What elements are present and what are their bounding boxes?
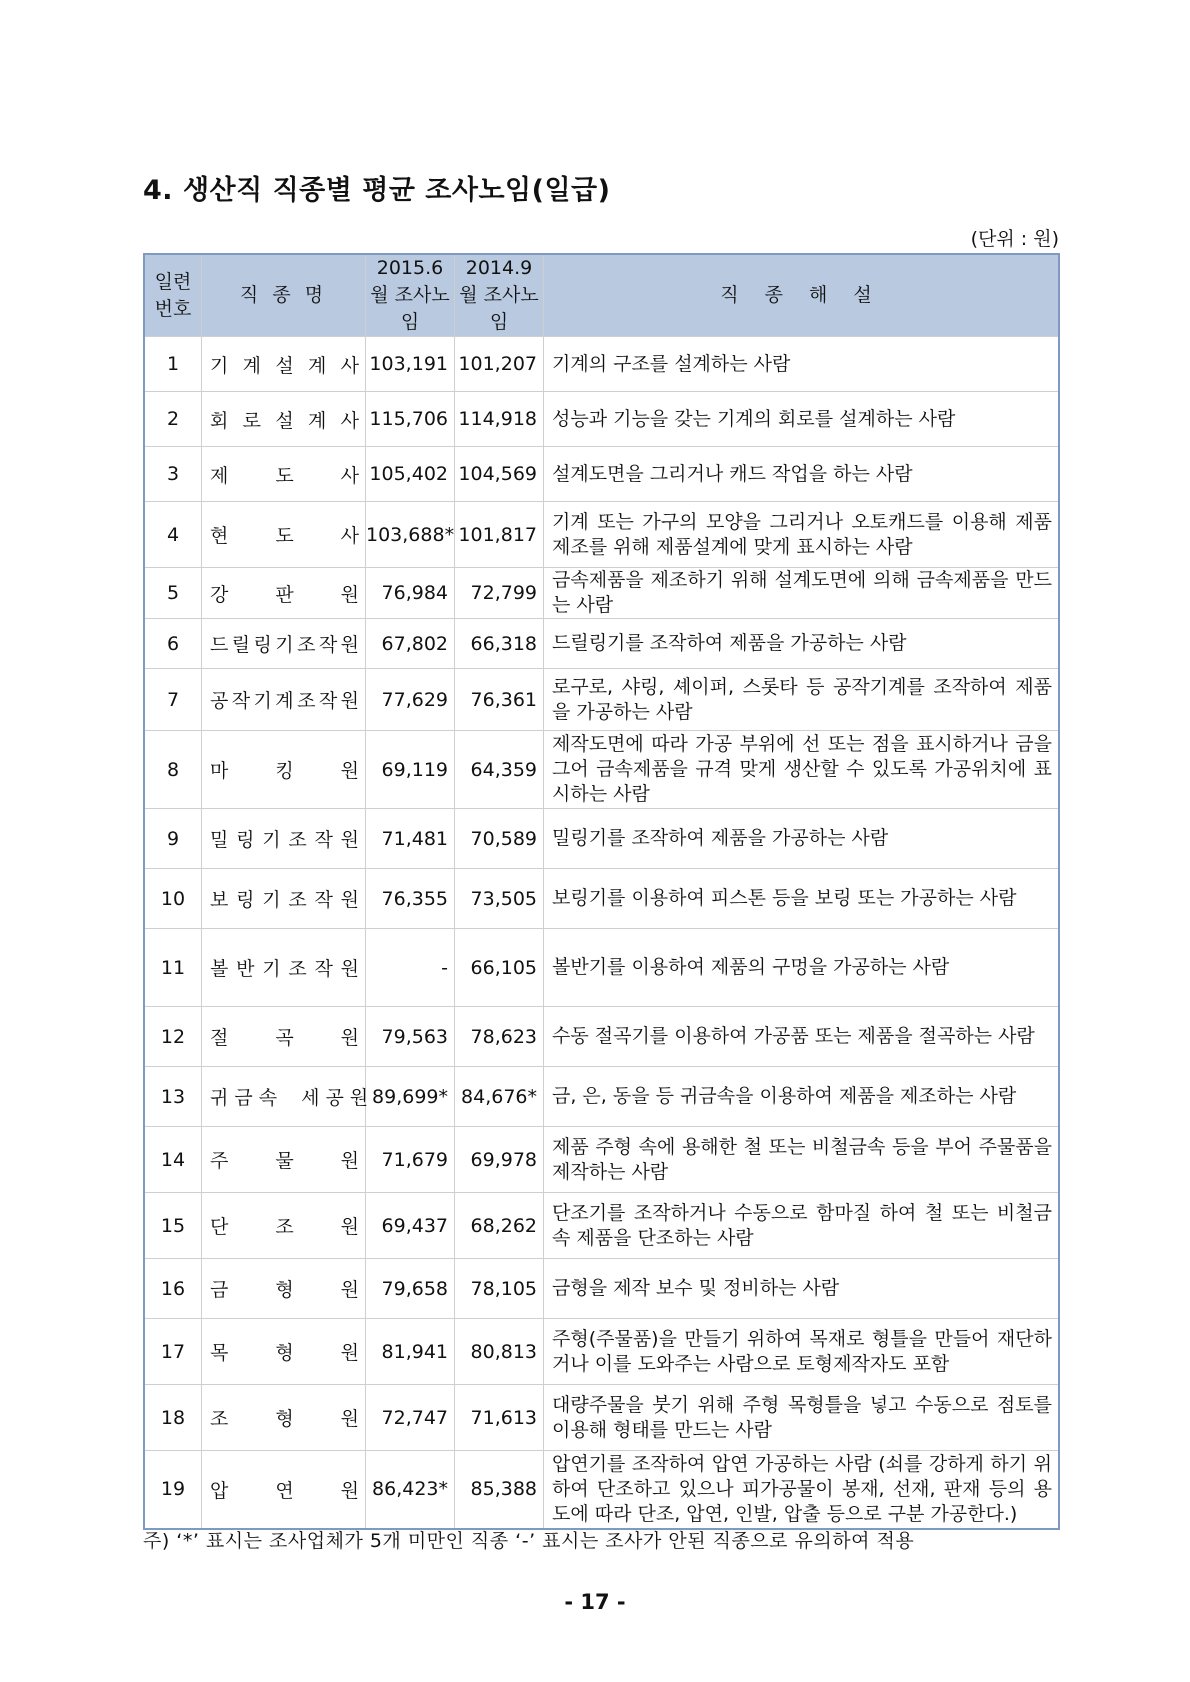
row-no: 1	[144, 337, 202, 392]
row-wage-2015: -	[366, 929, 455, 1007]
row-wage-2014: 80,813	[455, 1319, 544, 1385]
row-description: 볼반기를 이용하여 제품의 구멍을 가공하는 사람	[544, 929, 1060, 1007]
table-row	[144, 809, 1059, 869]
table-row	[144, 1127, 1059, 1193]
unit-label: (단위 : 원)	[970, 228, 1059, 250]
table-row	[144, 1451, 1059, 1529]
job-name-char: 원	[340, 1279, 359, 1301]
job-name-char: 마	[210, 760, 229, 782]
row-description: 설계도면을 그리거나 캐드 작업을 하는 사람	[544, 447, 1060, 502]
job-name-char: 원	[340, 583, 359, 606]
header-name	[202, 254, 366, 337]
row-description: 단조기를 조작하거나 수동으로 함마질 하여 철 또는 비철금속 제품을 단조하는 사람	[544, 1193, 1060, 1259]
job-name-char: 반	[236, 958, 255, 980]
wage-table	[143, 253, 1060, 1530]
job-name-char: 기	[275, 634, 294, 656]
job-name-char: 작	[314, 958, 333, 980]
header-2014-label: 2014.9월 조사노임	[459, 257, 539, 333]
row-description: 금형을 제작 보수 및 정비하는 사람	[544, 1259, 1060, 1319]
row-wage-2014: 78,105	[455, 1259, 544, 1319]
row-wage-2015: 79,563	[366, 1007, 455, 1067]
job-name-text	[202, 825, 365, 852]
table-row	[144, 1067, 1059, 1127]
row-wage-2014: 68,262	[455, 1193, 544, 1259]
row-description: 드릴링기를 조작하여 제품을 가공하는 사람	[544, 619, 1060, 669]
job-name-char: 링	[253, 634, 272, 656]
job-name-char: 원	[349, 1087, 369, 1109]
row-description: 보링기를 이용하여 피스톤 등을 보링 또는 가공하는 사람	[544, 869, 1060, 929]
job-name-char: 설	[275, 409, 294, 432]
job-name-char: 금	[234, 1087, 253, 1109]
table-row	[144, 669, 1059, 731]
job-name-char: 공	[325, 1087, 344, 1109]
row-wage-2014: 76,361	[455, 669, 544, 731]
job-name-char: 작	[314, 889, 333, 911]
job-name-char: 회	[210, 409, 229, 432]
row-job-name	[202, 1259, 366, 1319]
row-wage-2014: 64,359	[455, 731, 544, 809]
job-name-char: 형	[275, 1279, 294, 1301]
job-name-char: 물	[275, 1150, 294, 1172]
row-wage-2014: 114,918	[455, 392, 544, 447]
job-name-char: 원	[340, 1408, 359, 1430]
row-job-name	[202, 669, 366, 731]
table-row	[144, 731, 1059, 809]
row-description: 제품 주형 속에 용해한 철 또는 비철금속 등을 부어 주물품을 제작하는 사람	[544, 1127, 1060, 1193]
job-name-char: 사	[340, 354, 359, 377]
row-job-name	[202, 1451, 366, 1529]
job-name-char: 압	[210, 1479, 229, 1502]
job-name-text	[202, 1023, 365, 1050]
row-description: 압연기를 조작하여 압연 가공하는 사람 (쇠를 강하게 하기 위하여 단조하고 있으나 피가공물이 봉재, 선재, 판재 등의 용도에 따라 단조, 압연, 인발, 압출 등으로 구분 가공한다.)	[544, 1451, 1060, 1529]
job-name-char: 작	[314, 829, 333, 851]
row-no: 2	[144, 392, 202, 447]
job-name-char: 원	[340, 1342, 359, 1364]
job-name-char: 형	[275, 1342, 294, 1364]
row-description: 성능과 기능을 갖는 기계의 회로를 설계하는 사람	[544, 392, 1060, 447]
table-row	[144, 447, 1059, 502]
row-no: 10	[144, 869, 202, 929]
job-name-char: 사	[340, 464, 359, 487]
job-name-text	[202, 756, 365, 783]
row-wage-2015: 103,191	[366, 337, 455, 392]
job-name-text	[202, 1338, 365, 1365]
job-name-char: 원	[340, 760, 359, 782]
job-name-text	[202, 1083, 369, 1110]
table-row	[144, 337, 1059, 392]
job-name-text	[202, 580, 365, 607]
row-description: 제작도면에 따라 가공 부위에 선 또는 점을 표시하거나 금을 그어 금속제품을 규격 맞게 생산할 수 있도록 가공위치에 표시하는 사람	[544, 731, 1060, 809]
job-name-char: 단	[210, 1216, 229, 1238]
row-job-name	[202, 929, 366, 1007]
job-name-char: 원	[340, 1150, 359, 1172]
row-job-name	[202, 1385, 366, 1451]
row-wage-2014: 69,978	[455, 1127, 544, 1193]
job-name-char: 형	[275, 1408, 294, 1430]
row-no: 13	[144, 1067, 202, 1127]
row-description: 금속제품을 제조하기 위해 설계도면에 의해 금속제품을 만드는 사람	[544, 568, 1060, 619]
job-name-char: 연	[275, 1479, 294, 1502]
row-wage-2015: 72,747	[366, 1385, 455, 1451]
header-desc-label: 직 종 해 설	[720, 284, 882, 306]
row-job-name	[202, 337, 366, 392]
job-name-char: 속	[258, 1087, 278, 1109]
job-name-char: 절	[210, 1027, 229, 1049]
row-no: 14	[144, 1127, 202, 1193]
job-name-char: 릴	[231, 634, 251, 656]
footnote: 주) ‘*’ 표시는 조사업체가 5개 미만인 직종 ‘-’ 표시는 조사가 안된 직종으로 유의하여 적용	[143, 1530, 915, 1552]
job-name-char: 작	[318, 634, 338, 656]
job-name-char: 사	[340, 525, 359, 547]
row-no: 16	[144, 1259, 202, 1319]
job-name-char: 현	[210, 525, 229, 547]
table-row	[144, 619, 1059, 669]
job-name-text	[202, 461, 365, 488]
job-name-char: 원	[340, 958, 359, 980]
row-wage-2015: 105,402	[366, 447, 455, 502]
job-name-char: 원	[340, 690, 359, 712]
table-row	[144, 1007, 1059, 1067]
job-name-char: 로	[242, 409, 262, 432]
job-name-char: 원	[340, 889, 359, 911]
row-wage-2015: 115,706	[366, 392, 455, 447]
header-name-label: 직 종 명	[239, 284, 328, 306]
job-name-text	[202, 1146, 365, 1173]
row-job-name	[202, 731, 366, 809]
job-name-char: 귀	[210, 1087, 229, 1109]
row-no: 4	[144, 502, 202, 568]
job-name-char: 목	[210, 1342, 229, 1364]
row-wage-2015: 81,941	[366, 1319, 455, 1385]
job-name-text	[202, 1212, 365, 1239]
job-name-text	[202, 1476, 365, 1503]
job-name-char: 도	[275, 525, 294, 547]
row-description: 기계의 구조를 설계하는 사람	[544, 337, 1060, 392]
row-description: 로구로, 샤링, 셰이퍼, 스롯타 등 공작기계를 조작하여 제품을 가공하는 사람	[544, 669, 1060, 731]
row-no: 15	[144, 1193, 202, 1259]
row-job-name	[202, 1319, 366, 1385]
job-name-char: 조	[288, 889, 307, 911]
job-name-char: 링	[236, 829, 255, 851]
job-name-char: 밀	[210, 829, 229, 851]
table-row	[144, 1385, 1059, 1451]
job-name-text	[202, 686, 365, 713]
job-name-char: 조	[210, 1408, 229, 1430]
job-name-char: 원	[340, 1216, 359, 1238]
row-no: 3	[144, 447, 202, 502]
job-name-char: 조	[297, 690, 316, 712]
job-name-char: 작	[318, 690, 338, 712]
job-name-char: 강	[210, 583, 229, 606]
table-row	[144, 502, 1059, 568]
job-name-char: 기	[253, 690, 272, 712]
row-job-name	[202, 809, 366, 869]
job-name-char: 기	[262, 958, 281, 980]
row-wage-2014: 71,613	[455, 1385, 544, 1451]
job-name-char: 공	[210, 690, 229, 712]
job-name-char: 원	[340, 634, 359, 656]
row-wage-2015: 89,699*	[366, 1067, 455, 1127]
row-no: 12	[144, 1007, 202, 1067]
job-name-char: 드	[210, 634, 229, 656]
row-wage-2014: 70,589	[455, 809, 544, 869]
job-name-char: 조	[297, 634, 316, 656]
job-name-text	[202, 351, 365, 378]
job-name-char: 계	[307, 354, 327, 377]
job-name-char: 주	[210, 1150, 229, 1172]
table-body	[144, 337, 1059, 1529]
row-description: 밀링기를 조작하여 제품을 가공하는 사람	[544, 809, 1060, 869]
job-name-char: 킹	[275, 760, 294, 782]
job-name-char: 기	[262, 829, 281, 851]
row-no: 7	[144, 669, 202, 731]
row-job-name	[202, 568, 366, 619]
job-name-char: 사	[340, 409, 359, 432]
row-wage-2014: 104,569	[455, 447, 544, 502]
row-job-name	[202, 1127, 366, 1193]
job-name-text	[202, 954, 365, 981]
row-description: 대량주물을 붓기 위해 주형 목형틀을 넣고 수동으로 점토를 이용해 형태를 만드는 사람	[544, 1385, 1060, 1451]
job-name-char: 제	[210, 464, 229, 487]
header-no-label: 일련번호	[154, 270, 192, 320]
header-no	[144, 254, 202, 337]
job-name-char: 조	[275, 1216, 294, 1238]
row-wage-2014: 101,207	[455, 337, 544, 392]
row-job-name	[202, 447, 366, 502]
table-row	[144, 568, 1059, 619]
job-name-char: 원	[340, 1027, 359, 1049]
row-wage-2014: 84,676*	[455, 1067, 544, 1127]
page-title: 4. 생산직 직종별 평균 조사노임(일급)	[143, 175, 611, 206]
row-wage-2015: 86,423*	[366, 1451, 455, 1529]
row-wage-2015: 76,984	[366, 568, 455, 619]
job-name-char: 작	[231, 690, 251, 712]
row-no: 5	[144, 568, 202, 619]
row-wage-2015: 67,802	[366, 619, 455, 669]
table-header	[144, 254, 1059, 337]
row-job-name	[202, 1067, 369, 1127]
job-name-text	[202, 521, 365, 548]
job-name-char: 설	[275, 354, 294, 377]
row-job-name	[202, 1193, 366, 1259]
row-job-name	[202, 619, 366, 669]
row-wage-2014: 85,388	[455, 1451, 544, 1529]
job-name-text	[202, 885, 365, 912]
job-name-text	[202, 1404, 365, 1431]
job-name-char: 조	[288, 829, 307, 851]
row-wage-2015: 69,437	[366, 1193, 455, 1259]
table-row	[144, 929, 1059, 1007]
row-description: 수동 절곡기를 이용하여 가공품 또는 제품을 절곡하는 사람	[544, 1007, 1060, 1067]
row-no: 6	[144, 619, 202, 669]
job-name-char: 원	[340, 829, 359, 851]
row-wage-2014: 73,505	[455, 869, 544, 929]
job-name-char: 조	[288, 958, 307, 980]
row-job-name	[202, 392, 366, 447]
row-wage-2015: 71,679	[366, 1127, 455, 1193]
job-name-text	[202, 406, 365, 433]
row-job-name	[202, 502, 366, 568]
table-row	[144, 869, 1059, 929]
header-2015-label: 2015.6월 조사노임	[370, 257, 450, 333]
table-row	[144, 392, 1059, 447]
row-wage-2014: 66,105	[455, 929, 544, 1007]
job-name-char: 곡	[275, 1027, 294, 1049]
job-name-char: 원	[340, 1479, 359, 1502]
row-description: 금, 은, 동을 등 귀금속을 이용하여 제품을 제조하는 사람	[544, 1067, 1060, 1127]
row-wage-2015: 79,658	[366, 1259, 455, 1319]
job-name-char: 금	[210, 1279, 229, 1301]
job-name-char: 기	[262, 889, 281, 911]
header-desc	[544, 254, 1060, 337]
row-job-name	[202, 1007, 366, 1067]
row-no: 17	[144, 1319, 202, 1385]
table-row	[144, 1259, 1059, 1319]
row-wage-2014: 66,318	[455, 619, 544, 669]
row-wage-2014: 101,817	[455, 502, 544, 568]
row-no: 8	[144, 731, 202, 809]
job-name-char: 세	[301, 1087, 320, 1109]
row-job-name	[202, 869, 366, 929]
header-2015	[366, 254, 455, 337]
table-row	[144, 1193, 1059, 1259]
row-wage-2014: 72,799	[455, 568, 544, 619]
job-name-char: 도	[275, 464, 294, 487]
job-name-char: 계	[242, 354, 262, 377]
job-name-char: 링	[236, 889, 255, 911]
job-name-text	[202, 1275, 365, 1302]
row-no: 18	[144, 1385, 202, 1451]
header-2014	[455, 254, 544, 337]
row-wage-2015: 71,481	[366, 809, 455, 869]
job-name-text	[202, 630, 365, 657]
job-name-char: 볼	[210, 958, 229, 980]
row-wage-2015: 77,629	[366, 669, 455, 731]
job-name-char: 기	[210, 354, 229, 377]
row-wage-2015: 69,119	[366, 731, 455, 809]
table-row	[144, 1319, 1059, 1385]
job-name-char: 계	[275, 690, 294, 712]
row-wage-2015: 76,355	[366, 869, 455, 929]
job-name-char: 계	[307, 409, 327, 432]
job-name-char: 보	[210, 889, 229, 911]
row-no: 9	[144, 809, 202, 869]
page-number: - 17 -	[564, 1590, 626, 1614]
row-no: 11	[144, 929, 202, 1007]
job-name-char: 판	[275, 583, 294, 606]
row-wage-2014: 78,623	[455, 1007, 544, 1067]
row-no: 19	[144, 1451, 202, 1529]
row-wage-2015: 103,688*	[366, 502, 455, 568]
row-description: 주형(주물품)을 만들기 위하여 목재로 형틀을 만들어 재단하거나 이를 도와주는 사람으로 토형제작자도 포함	[544, 1319, 1060, 1385]
row-description: 기계 또는 가구의 모양을 그리거나 오토캐드를 이용해 제품제조를 위해 제품설계에 맞게 표시하는 사람	[544, 502, 1060, 568]
